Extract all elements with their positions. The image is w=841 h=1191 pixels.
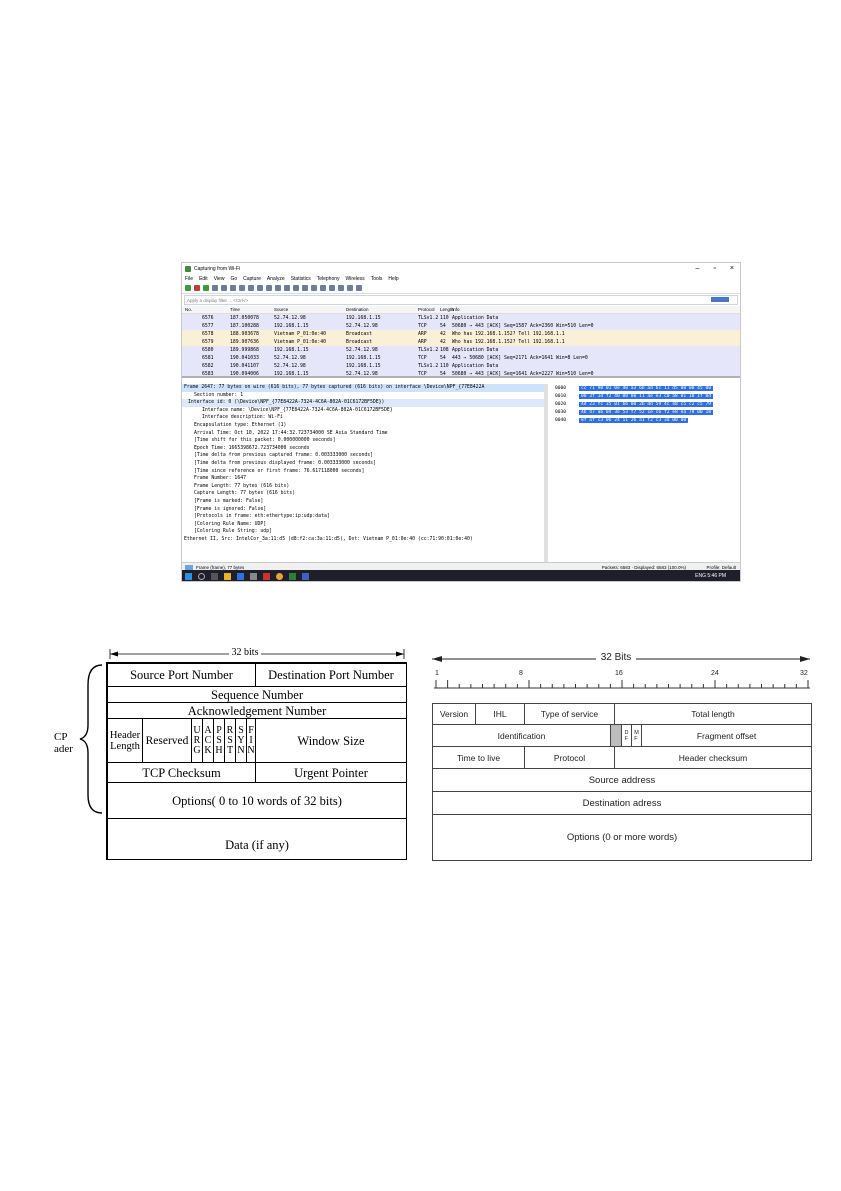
detail-line[interactable]: [Coloring Rule String: udp] (194, 529, 272, 535)
menu-item-statistics[interactable]: Statistics (290, 276, 311, 282)
packet-proto: ARP (418, 339, 427, 345)
packet-src: 52.74.12.98 (274, 363, 306, 369)
hex-bytes: 4d 23 fc 35 01 bb 00 2b dd 59 4c 48 c5 c2 c5 79 (581, 401, 711, 407)
tcp-flag-letter: H (215, 744, 223, 756)
column-header-no[interactable]: No. (185, 307, 193, 312)
packet-no: 6581 (202, 355, 214, 361)
tcp-flag-letter: S (227, 734, 233, 746)
tcp-ack: Acknowledgement Number (107, 702, 407, 719)
tcp-flag-letter: T (226, 744, 234, 756)
hex-offset: 0020 (555, 401, 567, 407)
resize-columns-icon[interactable] (356, 285, 362, 291)
packet-dst: 52.74.12.98 (346, 323, 378, 329)
packet-dst: 192.168.1.15 (346, 315, 381, 321)
tcp-checksum: TCP Checksum (107, 762, 256, 783)
detail-line[interactable]: Arrival Time: Oct 10, 2022 17:44:32.723734000 SE Asia Standard Time (194, 430, 388, 436)
options-icon[interactable] (212, 285, 218, 291)
packet-info: 50680 → 443 [ACK] Seq=1587 Ack=2360 Win=510 Len=0 (452, 323, 594, 329)
packet-dst: 192.168.1.15 (346, 363, 381, 369)
packet-dst: Broadcast (346, 339, 372, 345)
packet-dst: 52.74.12.98 (346, 371, 378, 377)
packet-row[interactable] (182, 354, 740, 362)
hex-offset: 0000 (555, 385, 567, 391)
autoscroll-icon[interactable] (311, 285, 317, 291)
packet-no: 6580 (202, 347, 214, 353)
app-icon[interactable] (263, 573, 270, 580)
packet-proto: TLSv1.2 (418, 315, 439, 321)
close-file-icon[interactable] (239, 285, 245, 291)
packet-time: 189.999868 (230, 347, 259, 353)
start-capture-icon[interactable] (185, 285, 191, 291)
packet-src: Vietnam P_01:0e:40 (274, 331, 326, 337)
open-file-icon[interactable] (221, 285, 227, 291)
filter-placeholder: Apply a display filter ... <Ctrl-/> (187, 297, 249, 303)
packet-src: 52.74.12.98 (274, 355, 306, 361)
hex-bytes: 00 3f 1d f2 40 00 80 11 ae e3 c0 a8 01 10 1f 0d (581, 393, 711, 399)
chrome-icon[interactable] (276, 573, 283, 580)
packet-no: 6578 (202, 331, 214, 337)
packet-row[interactable] (182, 362, 740, 370)
packet-row[interactable] (182, 346, 740, 354)
menu-item-telephony[interactable]: Telephony (316, 276, 340, 282)
hex-offset: 0030 (555, 409, 567, 415)
packet-src: 192.168.1.15 (274, 323, 309, 329)
packet-len: 42 (440, 339, 446, 345)
menu-item-capture[interactable]: Capture (243, 276, 261, 282)
packet-row[interactable] (182, 314, 740, 322)
hex-offset: 0040 (555, 417, 567, 423)
ip-identification: Identification (432, 724, 611, 747)
detail-line[interactable]: [Protocols in frame: eth:ethertype:ip:udp:data] (194, 514, 330, 520)
restart-capture-icon[interactable] (203, 285, 209, 291)
packet-time: 190.094006 (230, 371, 259, 377)
tcp-flag-letter: R (193, 734, 201, 746)
detail-line[interactable]: [Time shift for this packet: 0.000000000 seconds] (194, 438, 336, 444)
window-title: Capturing from Wi-Fi (194, 266, 241, 272)
maximize-icon[interactable]: ▫ (713, 265, 716, 272)
colorize-icon[interactable] (320, 285, 326, 291)
tcp-side-label: CP ader (54, 731, 73, 755)
ip-header-diagram (430, 648, 812, 863)
start-icon[interactable] (185, 573, 192, 580)
hex-bytes: cc 71 90 01 0e 40 a3 6b ad 6c 11 d5 08 00 45 00 (581, 385, 711, 391)
packet-no: 6583 (202, 371, 214, 377)
detail-line[interactable]: Interface name: \Device\NPF_{77E8422A-7324-4C6A-802A-01C6172BF5DE} (202, 407, 393, 413)
packet-src: 192.168.1.15 (274, 371, 309, 377)
detail-line[interactable]: Interface id: 0 (\Device\NPF_{77E8422A-7324-4C6A-802A-01C6172BF5DE}) (182, 399, 544, 407)
tcp-header-length: Header Length (107, 718, 143, 763)
tcp-flag-letter: R (226, 724, 234, 736)
packet-row[interactable] (182, 330, 740, 338)
packet-row[interactable] (182, 370, 740, 378)
packet-dst: Broadcast (346, 331, 372, 337)
column-header-length[interactable]: Length (440, 307, 454, 312)
ip-fragment-offset: Fragment offset (641, 724, 812, 747)
tcp-flag-letter: C (204, 734, 212, 746)
hex-row[interactable] (552, 384, 740, 392)
packet-list-header (182, 306, 740, 314)
packet-len: 108 (440, 347, 449, 353)
tcp-header-table (106, 662, 407, 860)
first-icon[interactable] (293, 285, 299, 291)
tcp-urgent-pointer: Urgent Pointer (255, 762, 407, 783)
packet-proto: TLSv1.2 (418, 347, 439, 353)
ip-source-address: Source address (432, 768, 812, 792)
packet-proto: TCP (418, 355, 427, 361)
ip-ruler-label: 24 (711, 670, 719, 677)
menu-item-view[interactable]: View (213, 276, 225, 282)
file-explorer-icon[interactable] (224, 573, 231, 580)
column-header-info[interactable]: Info (452, 307, 460, 312)
store-icon[interactable] (250, 573, 257, 580)
ip-total-length: Total length (614, 703, 812, 725)
title-bar (182, 263, 740, 275)
packet-time: 187.100288 (230, 323, 259, 329)
status-packets: Packets: 6583 · Displayed: 6583 (100.0%) (601, 564, 686, 570)
packet-len: 110 (440, 315, 449, 321)
status-profile[interactable]: Profile: Default (706, 564, 736, 570)
detail-line[interactable]: [Frame is marked: False] (194, 498, 264, 504)
menu-item-go[interactable]: Go (230, 276, 238, 282)
tcp-flag-letter: K (204, 744, 212, 756)
packet-len: 54 (440, 355, 446, 361)
ip-header-checksum: Header checksum (614, 746, 812, 769)
packet-time: 189.907636 (230, 339, 259, 345)
menu-item-analyze[interactable]: Analyze (266, 276, 285, 282)
packet-time: 190.041107 (230, 363, 259, 369)
tcp-dest-port: Destination Port Number (255, 663, 407, 687)
packet-info: Application Data (452, 363, 499, 369)
ip-ruler-label: 16 (615, 670, 623, 677)
hex-row[interactable] (552, 408, 740, 416)
packet-list[interactable] (182, 314, 740, 378)
packet-proto: TCP (418, 323, 427, 329)
packet-src: 52.74.12.98 (274, 315, 306, 321)
ip-ruler-label: 8 (519, 670, 523, 677)
packet-len: 54 (440, 323, 446, 329)
packet-proto: ARP (418, 331, 427, 337)
detail-line[interactable]: [Coloring Rule Name: UDP] (194, 521, 267, 527)
detail-line[interactable]: [Time delta from previous captured frame: 0.003333000 seconds] (194, 453, 374, 459)
column-header-protocol[interactable]: Protocol (418, 307, 435, 312)
menu-item-wireless[interactable]: Wireless (345, 276, 365, 282)
save-file-icon[interactable] (230, 285, 236, 291)
display-filter-input[interactable] (184, 295, 738, 305)
close-icon[interactable]: × (729, 265, 734, 272)
tcp-flag-letter: Y (237, 734, 245, 746)
taskbar-clock: ENG 5:46 PM (695, 573, 726, 579)
tcp-flag-letter: S (238, 724, 244, 736)
detail-line[interactable]: Frame Number: 1647 (194, 476, 246, 482)
ip-protocol: Protocol (524, 746, 615, 769)
ip-mf-flag: M F (631, 724, 642, 747)
packet-dst: 192.168.1.15 (346, 355, 381, 361)
hex-row[interactable] (552, 416, 740, 424)
packet-info: 50680 → 443 [ACK] Seq=1641 Ack=2227 Win=510 Len=0 (452, 371, 594, 377)
ip-ruler-label: 32 (800, 670, 808, 677)
status-left: Frame (frame), 77 bytes (196, 564, 245, 570)
column-header-destination[interactable]: Destination (346, 307, 369, 312)
ip-version: Version (432, 703, 476, 725)
packet-no: 6579 (202, 339, 214, 345)
detail-line[interactable]: [Time delta from previous displayed frame: 0.003333000 seconds] (194, 460, 376, 466)
windows-taskbar (182, 570, 740, 582)
minimize-icon[interactable]: – (695, 265, 700, 272)
task-view-icon[interactable] (211, 573, 218, 580)
zoom-reset-icon[interactable] (347, 285, 353, 291)
ip-time-to-live: Time to live (432, 746, 525, 769)
packet-src: Vietnam P_01:0e:40 (274, 339, 326, 345)
packet-info: Who has 192.168.1.152? Tell 192.168.1.1 (452, 331, 565, 337)
packet-info: Application Data (452, 315, 499, 321)
menu-bar (182, 275, 740, 283)
packet-bytes[interactable] (552, 384, 740, 562)
ip-destination-address: Destination adress (432, 791, 812, 815)
back-icon[interactable] (266, 285, 272, 291)
detail-line[interactable]: Epoch Time: 1665398672.723734000 seconds (194, 445, 310, 451)
goto-icon[interactable] (284, 285, 290, 291)
apply-filter-button[interactable] (711, 297, 729, 302)
tcp-options: Options( 0 to 10 words of 32 bits) (107, 782, 407, 819)
column-header-time[interactable]: Time (230, 307, 240, 312)
hex-offset: 0010 (555, 393, 567, 399)
word-icon[interactable] (302, 573, 309, 580)
ip-bits-label: 32 Bits (600, 652, 632, 663)
packet-no: 6576 (202, 315, 214, 321)
detail-line[interactable]: [Frame is ignored: False] (194, 506, 267, 512)
ip-ruler-label: 1 (435, 670, 439, 677)
packet-info: 443 → 50680 [ACK] Seq=2171 Ack=1641 Win=8 Len=0 (452, 355, 588, 361)
tcp-reserved: Reserved (142, 718, 192, 763)
tcp-source-port: Source Port Number (107, 663, 256, 687)
main-toolbar (182, 283, 740, 294)
menu-item-help[interactable]: Help (388, 276, 399, 282)
ip-options: Options (0 or more words) (432, 814, 812, 861)
menu-item-tools[interactable]: Tools (370, 276, 383, 282)
detail-line[interactable]: Interface description: Wi-Fi (202, 415, 283, 421)
tcp-flag-letter: G (193, 744, 201, 756)
tcp-flag-letter: N (237, 744, 245, 756)
zoom-out-icon[interactable] (338, 285, 344, 291)
tcp-flag-letter: N (247, 744, 255, 756)
hex-row[interactable] (552, 392, 740, 400)
tcp-sequence: Sequence Number (107, 686, 407, 703)
hex-bytes: 4b 47 a6 04 3e 53 f7 52 1e c6 f2 e8 ea 78 00 18 (581, 409, 711, 415)
ip-ihl: IHL (475, 703, 525, 725)
tcp-flag-letter: S (216, 734, 222, 746)
tcp-bits-label: 32 bits (231, 647, 259, 658)
wireshark-window (181, 262, 741, 582)
detail-line[interactable]: Capture Length: 77 bytes (616 bits) (194, 491, 296, 497)
packet-time: 187.050078 (230, 315, 259, 321)
packet-src: 192.168.1.15 (274, 347, 309, 353)
edge-icon[interactable] (237, 573, 244, 580)
ip-df-flag: D F (621, 724, 632, 747)
column-header-source[interactable]: Source (274, 307, 289, 312)
packet-time: 190.041033 (230, 355, 259, 361)
detail-line[interactable]: Section number: 1 (194, 392, 244, 398)
search-icon[interactable] (198, 573, 205, 580)
tcp-flag-letter: I (249, 734, 253, 746)
packet-row[interactable] (182, 322, 740, 330)
wireshark-fin-icon (185, 266, 191, 272)
zoom-in-icon[interactable] (329, 285, 335, 291)
packet-info: Who has 192.168.1.152? Tell 192.168.1.1 (452, 339, 565, 345)
tcp-flag-letter: U (193, 724, 201, 736)
tcp-flag-letter: A (204, 724, 212, 736)
reload-icon[interactable] (248, 285, 254, 291)
detail-line[interactable]: [Time since reference or first frame: 76.617118000 seconds] (194, 468, 365, 474)
detail-line[interactable]: Ethernet II, Src: IntelCor_3a:11:d5 (d8:f2:ca:3a:11:d5), Dst: Vietnam P_01:0e:40 (cc:71:90:01:0e:40) (184, 536, 473, 542)
forward-icon[interactable] (275, 285, 281, 291)
tcp-header-diagram (54, 645, 409, 861)
wireshark-task-icon[interactable] (289, 573, 296, 580)
tcp-data: Data (if any) (107, 818, 407, 860)
packet-proto: TCP (418, 371, 427, 377)
packet-details[interactable] (182, 384, 548, 562)
tcp-flag-letter: F (248, 724, 254, 736)
tcp-window-size: Window Size (255, 718, 407, 763)
packet-no: 6577 (202, 323, 214, 329)
find-icon[interactable] (257, 285, 263, 291)
detail-line[interactable]: Frame 2647: 77 bytes on wire (616 bits), 77 bytes captured (616 bits) on interface \Device\NPF_{77E8422A (182, 384, 544, 392)
detail-line[interactable]: Frame Length: 77 bytes (616 bits) (194, 483, 290, 489)
packet-proto: TLSv1.2 (418, 363, 439, 369)
expert-info-icon[interactable] (185, 565, 193, 570)
ip-type-of-service: Type of service (524, 703, 615, 725)
packet-row[interactable] (182, 338, 740, 346)
packet-time: 188.903678 (230, 331, 259, 337)
hex-bytes: 8f af c3 06 24 11 26 a1 f2 c3 3d 00 00 (581, 417, 687, 423)
menu-item-edit[interactable]: Edit (199, 276, 208, 282)
hex-row[interactable] (552, 400, 740, 408)
packet-len: 42 (440, 331, 446, 337)
last-icon[interactable] (302, 285, 308, 291)
menu-item-file[interactable]: File (185, 276, 194, 282)
packet-len: 54 (440, 371, 446, 377)
tcp-flag-letter: P (216, 724, 222, 736)
packet-dst: 52.74.12.98 (346, 347, 378, 353)
packet-no: 6582 (202, 363, 214, 369)
packet-len: 110 (440, 363, 449, 369)
stop-capture-icon[interactable] (194, 285, 200, 291)
detail-line[interactable]: Encapsulation type: Ethernet (1) (194, 422, 287, 428)
packet-info: Application Data (452, 347, 499, 353)
